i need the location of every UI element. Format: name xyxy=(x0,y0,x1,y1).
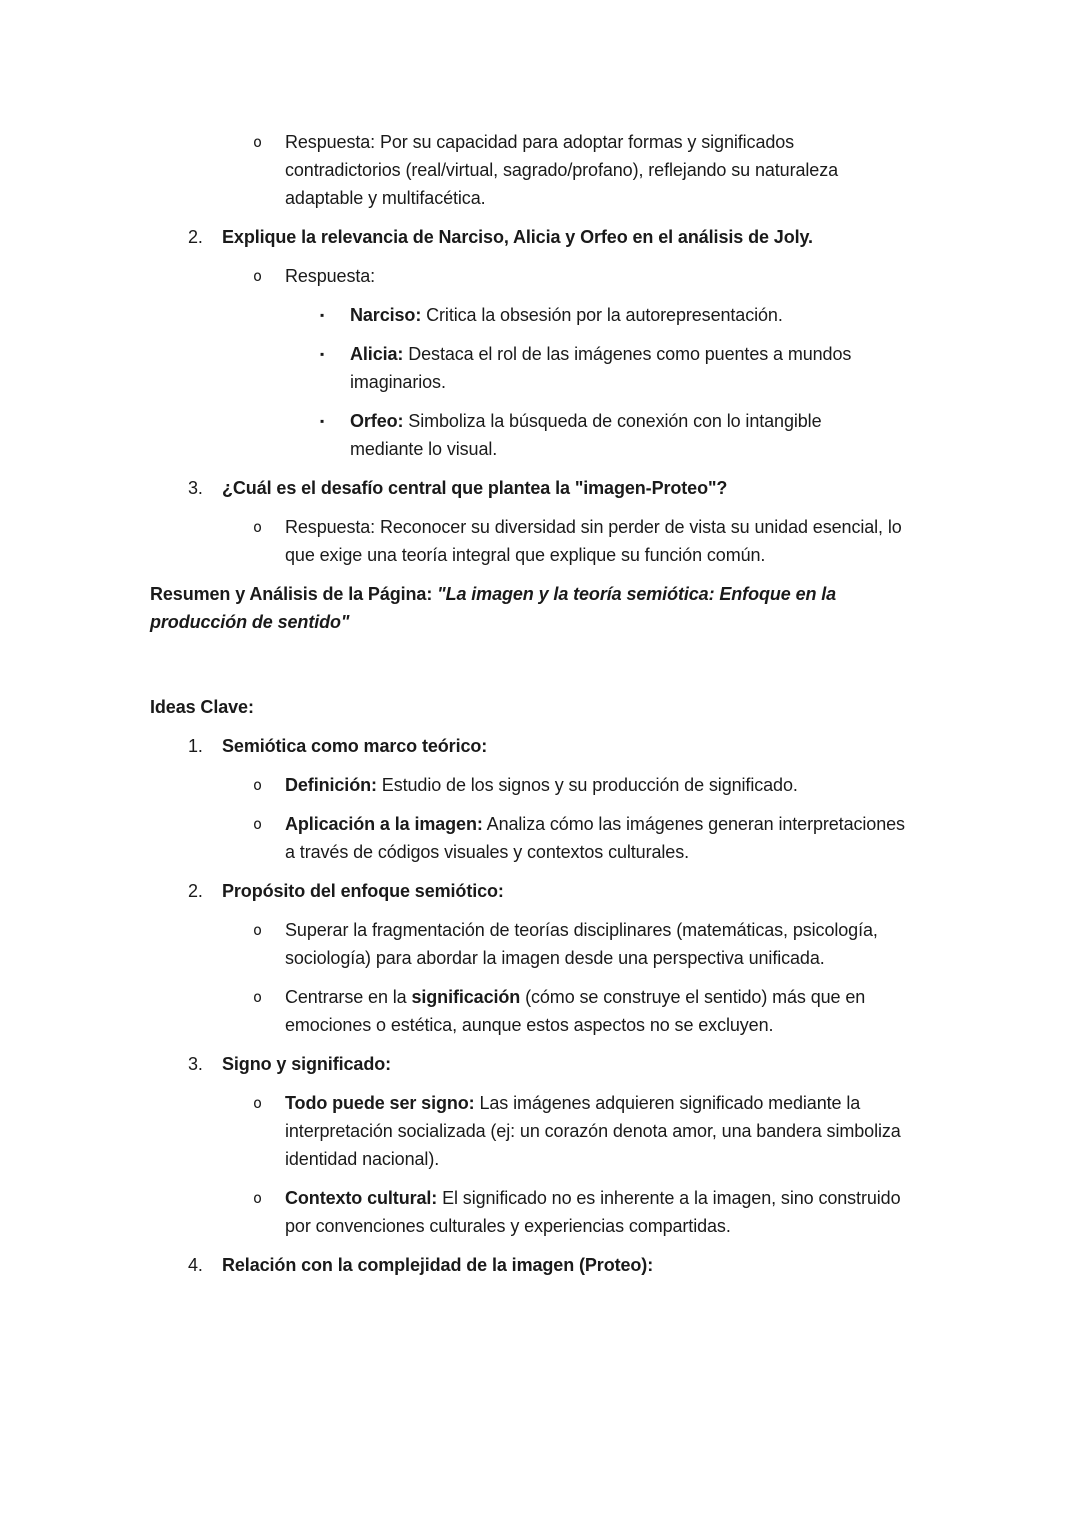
text-segment: Signo y significado: xyxy=(222,1054,392,1074)
text-segment: Aplicación a la imagen: xyxy=(285,814,483,834)
list-item xyxy=(188,474,1080,502)
text-segment: significación xyxy=(411,987,521,1007)
text-segment: Narciso: xyxy=(350,305,422,325)
paragraph-text xyxy=(150,580,908,636)
circle-bullet-icon: o xyxy=(253,988,262,1006)
list-item xyxy=(188,223,1080,251)
text-segment: Orfeo: xyxy=(350,411,404,431)
text-segment: Las imágenes adquieren significado mediante la interpretación socializada (ej: un corazón denota amor, una bandera simboliza identidad nacional). xyxy=(285,1093,901,1169)
text-segment: Explique la relevancia de Narciso, Alicia y Orfeo en el análisis de Joly. xyxy=(222,227,813,247)
paragraph-text xyxy=(285,513,910,569)
paragraph-text xyxy=(222,1251,653,1279)
text-segment: "La imagen y la teoría semiótica: Enfoque en la producción de sentido" xyxy=(150,584,837,632)
list-number: 2. xyxy=(188,881,203,901)
text-segment: Semiótica como marco teórico: xyxy=(222,736,488,756)
text-segment: Respuesta: Reconocer su diversidad sin perder de vista su unidad esencial, lo que exige una teoría integral que explique su función común. xyxy=(285,517,902,565)
text-segment: Contexto cultural: xyxy=(285,1188,438,1208)
paragraph-text xyxy=(222,223,813,251)
list-item xyxy=(253,916,1080,972)
list-item xyxy=(188,732,1080,760)
circle-bullet-icon: o xyxy=(253,1094,262,1112)
square-bullet-icon: ▪ xyxy=(320,308,325,322)
heading-paragraph xyxy=(150,693,1080,721)
text-segment: Respuesta: Por su capacidad para adoptar formas y significados contradictorios (real/virtual, sagrado/profano), reflejando su naturaleza adaptable y multifacética. xyxy=(285,132,839,208)
paragraph-text xyxy=(285,262,375,290)
text-segment: Resumen y Análisis de la Página: xyxy=(150,584,438,604)
paragraph-text xyxy=(285,1184,910,1240)
paragraph-text xyxy=(350,407,895,463)
list-number: 1. xyxy=(188,736,203,756)
list-item xyxy=(253,1089,1080,1173)
text-segment: Respuesta: xyxy=(285,266,376,286)
text-segment: Propósito del enfoque semiótico: xyxy=(222,881,504,901)
paragraph-text xyxy=(285,1089,910,1173)
paragraph-text xyxy=(222,877,504,905)
list-item xyxy=(253,262,1080,290)
list-item xyxy=(253,810,1080,866)
text-segment: Superar la fragmentación de teorías disciplinares (matemáticas, psicología, sociología) para abordar la imagen desde una perspectiva unificada. xyxy=(285,920,878,968)
paragraph-spacer xyxy=(0,647,1080,693)
list-item xyxy=(253,771,1080,799)
text-segment: Estudio de los signos y su producción de significado. xyxy=(376,775,798,795)
list-item xyxy=(253,513,1080,569)
paragraph-text xyxy=(222,1050,391,1078)
list-number: 3. xyxy=(188,1054,203,1074)
list-item xyxy=(320,407,1080,463)
text-segment: Destaca el rol de las imágenes como puentes a mundos imaginarios. xyxy=(350,344,852,392)
paragraph-text xyxy=(222,732,487,760)
paragraph-text xyxy=(285,771,798,799)
paragraph-text xyxy=(350,301,783,329)
paragraph-text xyxy=(285,810,910,866)
text-segment: Critica la obsesión por la autorepresentación. xyxy=(421,305,783,325)
paragraph-text xyxy=(350,340,895,396)
text-segment: Relación con la complejidad de la imagen (Proteo): xyxy=(222,1255,654,1275)
circle-bullet-icon: o xyxy=(253,1189,262,1207)
circle-bullet-icon: o xyxy=(253,133,262,151)
list-item xyxy=(188,1251,1080,1279)
square-bullet-icon: ▪ xyxy=(320,414,325,428)
list-item xyxy=(253,983,1080,1039)
text-segment: El significado no es inherente a la imagen, sino construido por convenciones culturales y experiencias compartidas. xyxy=(285,1188,901,1236)
text-segment: Definición: xyxy=(285,775,377,795)
heading-paragraph xyxy=(150,580,1080,636)
text-segment: Todo puede ser signo: xyxy=(285,1093,475,1113)
text-segment: (cómo se construye el sentido) más que en emociones o estética, aunque estos aspectos no se excluyen. xyxy=(285,987,866,1035)
text-segment: Analiza cómo las imágenes generan interpretaciones a través de códigos visuales y contextos culturales. xyxy=(285,814,905,862)
paragraph-text xyxy=(285,916,910,972)
list-item xyxy=(253,1184,1080,1240)
circle-bullet-icon: o xyxy=(253,267,262,285)
document-blocks xyxy=(0,128,1080,1279)
list-number: 3. xyxy=(188,478,203,498)
list-number: 4. xyxy=(188,1255,203,1275)
text-segment: Centrarse en la xyxy=(285,987,412,1007)
circle-bullet-icon: o xyxy=(253,776,262,794)
paragraph-text xyxy=(285,128,910,212)
paragraph-text xyxy=(150,693,254,721)
list-number: 2. xyxy=(188,227,203,247)
list-item xyxy=(188,877,1080,905)
text-segment: Ideas Clave: xyxy=(150,697,254,717)
text-segment: Simboliza la búsqueda de conexión con lo intangible mediante lo visual. xyxy=(350,411,822,459)
square-bullet-icon: ▪ xyxy=(320,347,325,361)
list-item xyxy=(253,128,1080,212)
list-item xyxy=(320,340,1080,396)
list-item xyxy=(320,301,1080,329)
paragraph-text xyxy=(285,983,910,1039)
text-segment: Alicia: xyxy=(350,344,404,364)
paragraph-text xyxy=(222,474,727,502)
circle-bullet-icon: o xyxy=(253,815,262,833)
list-item xyxy=(188,1050,1080,1078)
text-segment: ¿Cuál es el desafío central que plantea la "imagen-Proteo"? xyxy=(222,478,728,498)
circle-bullet-icon: o xyxy=(253,921,262,939)
circle-bullet-icon: o xyxy=(253,518,262,536)
